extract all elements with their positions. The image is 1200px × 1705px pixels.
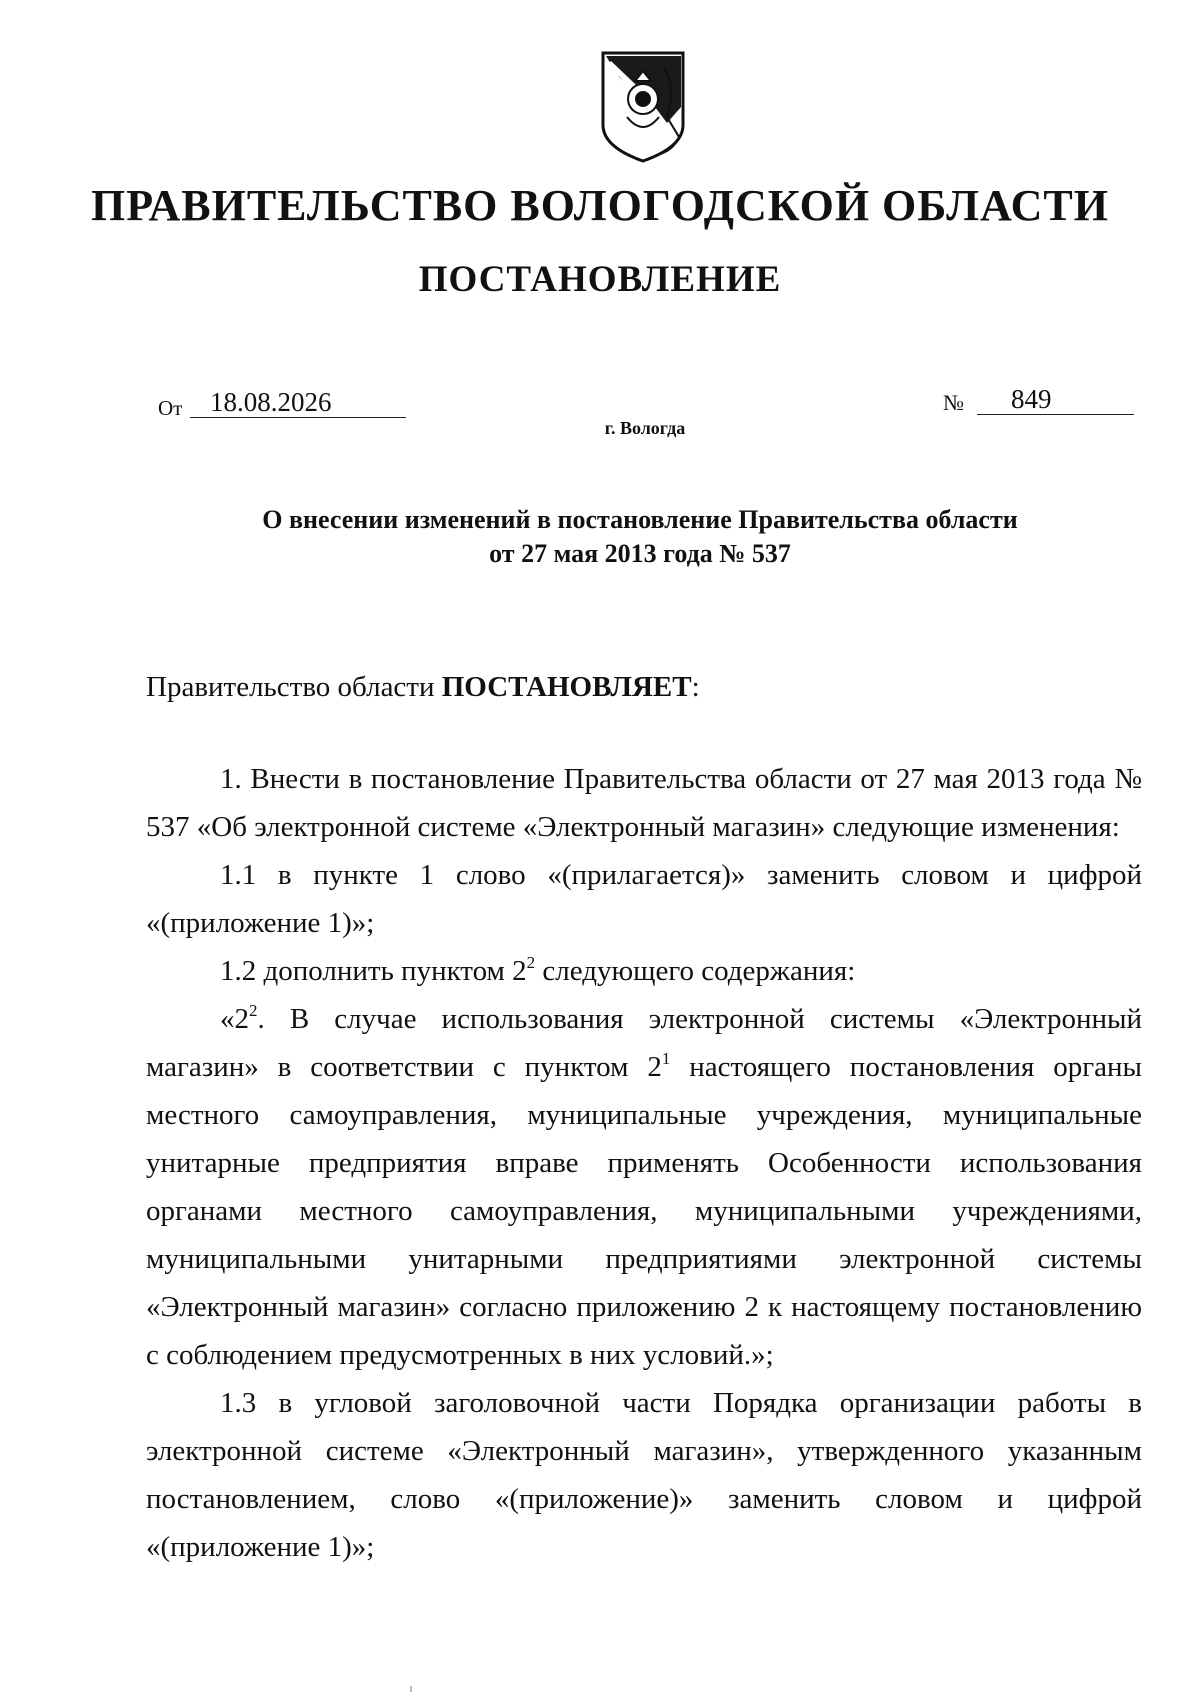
paragraph-1-2-end: следующего содержания: [535,955,856,987]
date-label: От [158,396,183,420]
quoted-paragraph [146,995,1142,1379]
city-label: г. Вологда [604,418,686,438]
document-type-title: ПОСТАНОВЛЕНИЕ [418,259,782,300]
intro-paragraph [146,663,1142,711]
number-label: № [943,390,964,415]
subject-line-1: О внесении изменений в постановление Правительства области [262,505,1018,534]
organization-title: ПРАВИТЕЛЬСТВО ВОЛОГОДСКОЙ ОБЛАСТИ [91,181,1109,230]
paragraph-1-2 [146,947,1142,995]
intro-text: Правительство области [146,671,442,703]
page-mark [410,1686,412,1692]
superscript: 1 [661,1049,671,1068]
intro-keyword: ПОСТАНОВЛЯЕТ [441,671,692,703]
document-subject [210,503,1070,571]
superscript: 2 [249,1001,258,1020]
document-body [146,663,1142,1571]
quote-start: «2 [220,1003,249,1035]
paragraph-1: 1. Внести в постановление Правительства области от 27 мая 2013 года № 537 «Об электронной системе «Электронный магазин» следующие изменения: [146,763,1142,843]
subject-line-2: от 27 мая 2013 года № 537 [489,539,791,568]
intro-colon: : [691,671,700,703]
paragraph-1-2-text: 1.2 дополнить пунктом 2 [220,955,527,987]
quote-text-2: настоящего постановления органы местного самоуправления, муниципальные учреждения, муниципальные унитарные предприятия вправе применять Особенности использования органами местного самоуправления, муниципальными учреждениями, муниципальными унитарными предприятиями электронной системы «Электронный магазин» согласно приложению 2 к настоящему постановлению с соблюдением предусмотренных в них условий.»; [146,1051,1142,1371]
paragraph-1-3: 1.3 в угловой заголовочной части Порядка организации работы в электронной системе «Электронный магазин», утвержденного указанным постановлением, слово «(приложение)» заменить словом и цифрой «(приложение 1)»; [146,1387,1142,1563]
document-date: 18.08.2026 [190,387,406,418]
quote-text-1: . В случае использования электронной системы «Электронный магазин» в соответствии с пунктом 2 [146,1003,1142,1083]
superscript: 2 [526,953,536,972]
document-number: 849 [977,384,1134,415]
paragraph-1-1: 1.1 в пункте 1 слово «(прилагается)» заменить словом и цифрой «(приложение 1)»; [146,859,1142,939]
vologda-coat-of-arms-icon [597,47,689,165]
